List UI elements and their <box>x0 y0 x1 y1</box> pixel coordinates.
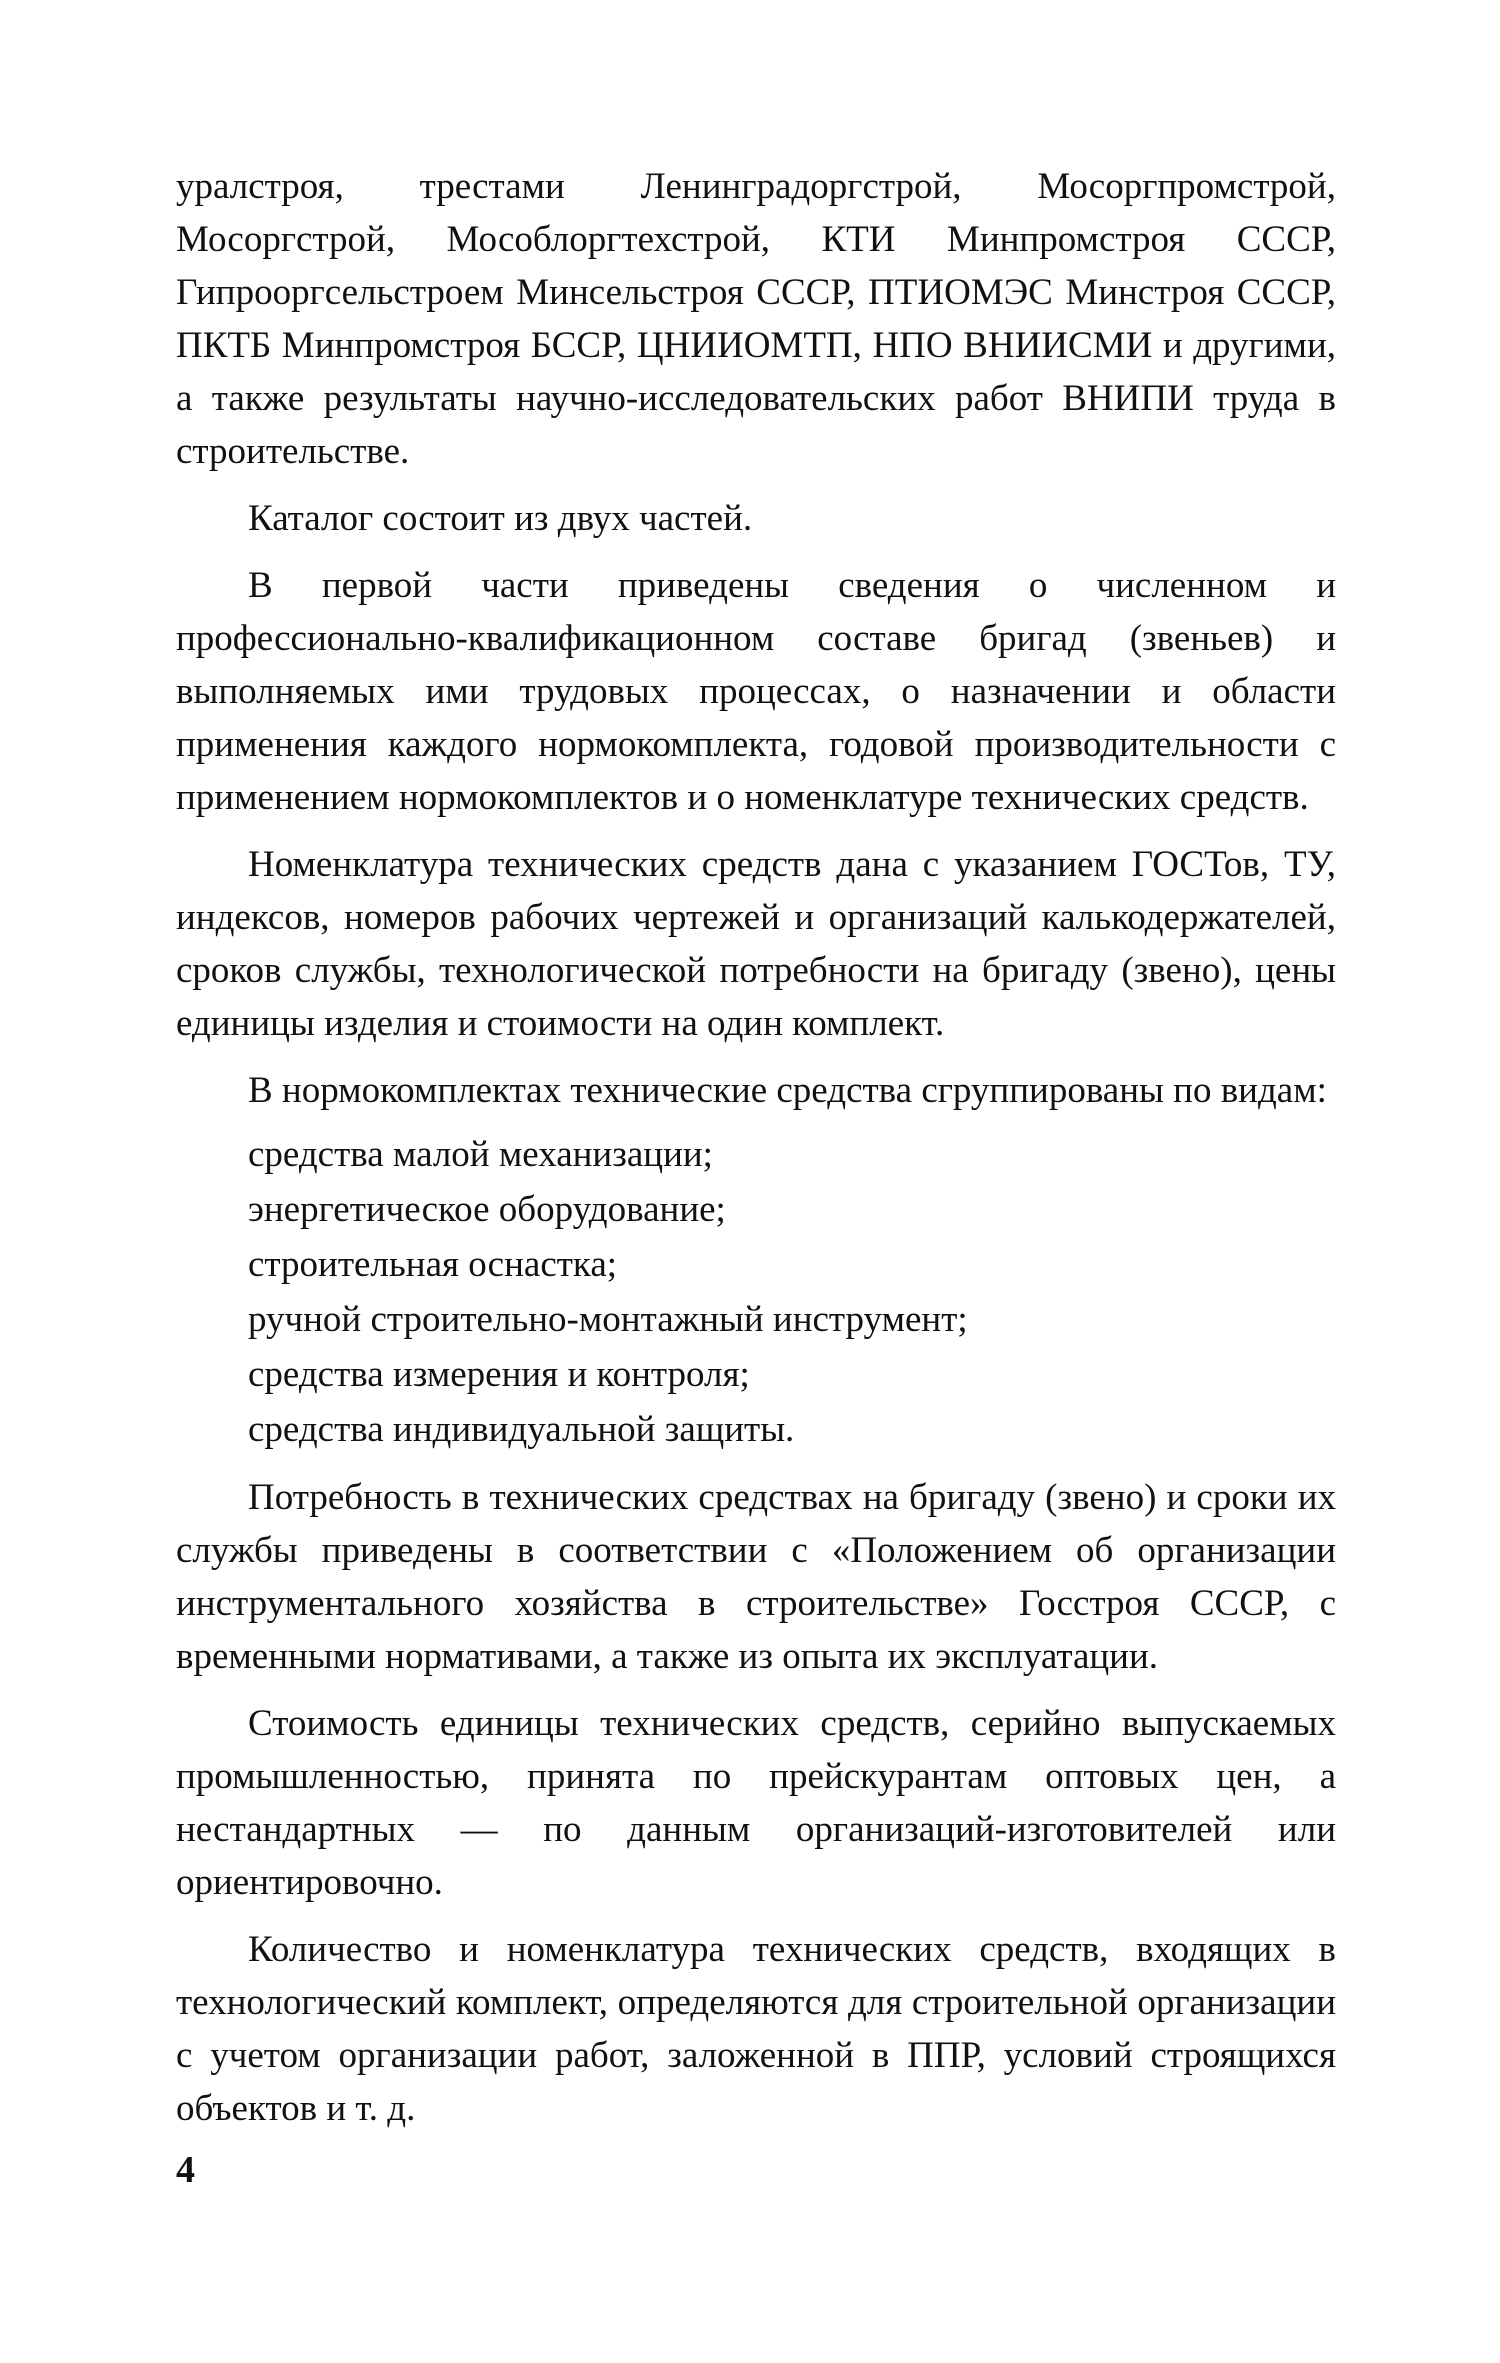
paragraph-catalog-parts: Каталог состоит из двух частей. <box>248 498 753 539</box>
list-item: ручной строительно-монтажный инструмент; <box>248 1299 968 1340</box>
list-item: средства измерения и контроля; <box>248 1354 750 1395</box>
list-item: средства индивидуальной защиты. <box>248 1409 795 1450</box>
page-body <box>176 160 1336 2149</box>
list-item: средства малой механизации; <box>248 1134 713 1175</box>
list-item: энергетическое оборудование; <box>248 1189 726 1230</box>
paragraph-quantity: Количество и номенклатура технических средств, входящих в технологический комплект, определяются для строительной организации с учетом организации работ, заложенной в ППР, условий строящихся объектов и т. д. <box>176 1929 1336 2129</box>
page-number: 4 <box>176 2149 195 2191</box>
paragraph-contributors: уралстроя, трестами Ленинградоргстрой, Мосоргпромстрой, Мосоргстрой, Мособлоргтехстрой, КТИ Минпромстроя СССР, Гипрооргсельстроем Минсельстроя СССР, ПТИОМЭС Минстроя СССР, ПКТБ Минпромстроя БССР, ЦНИИОМТП, НПО ВНИИСМИ и другими, а также результаты научно-исследовательских работ ВНИПИ труда в строительстве. <box>176 166 1336 472</box>
paragraph-cost: Стоимость единицы технических средств, серийно выпускаемых промышленностью, принята по прейскурантам оптовых цен, а нестандартных — по данным организаций-изготовителей или ориентировочно. <box>176 1703 1336 1903</box>
list-item: строительная оснастка; <box>248 1244 618 1285</box>
kinds-list <box>176 1127 1336 1457</box>
paragraph-first-part: В первой части приведены сведения о численном и профессионально-квалификационном составе бригад (звеньев) и выполняемых ими трудовых процессах, о назначении и области применения каждого нормокомплекта, годовой производительности с применением нормокомплектов и о номенклатуре технических средств. <box>176 565 1336 818</box>
paragraph-demand: Потребность в технических средствах на бригаду (звено) и сроки их службы приведены в соответствии с «Положением об организации инструментального хозяйства в строительстве» Госстроя СССР, с временными нормативами, а также из опыта их эксплуатации. <box>176 1477 1336 1677</box>
paragraph-grouping: В нормокомплектах технические средства сгруппированы по видам: <box>248 1070 1327 1111</box>
paragraph-nomenclature: Номенклатура технических средств дана с указанием ГОСТов, ТУ, индексов, номеров рабочих чертежей и организаций калькодержателей, сроков службы, технологической потребности на бригаду (звено), цены единицы изделия и стоимости на один комплект. <box>176 844 1336 1044</box>
